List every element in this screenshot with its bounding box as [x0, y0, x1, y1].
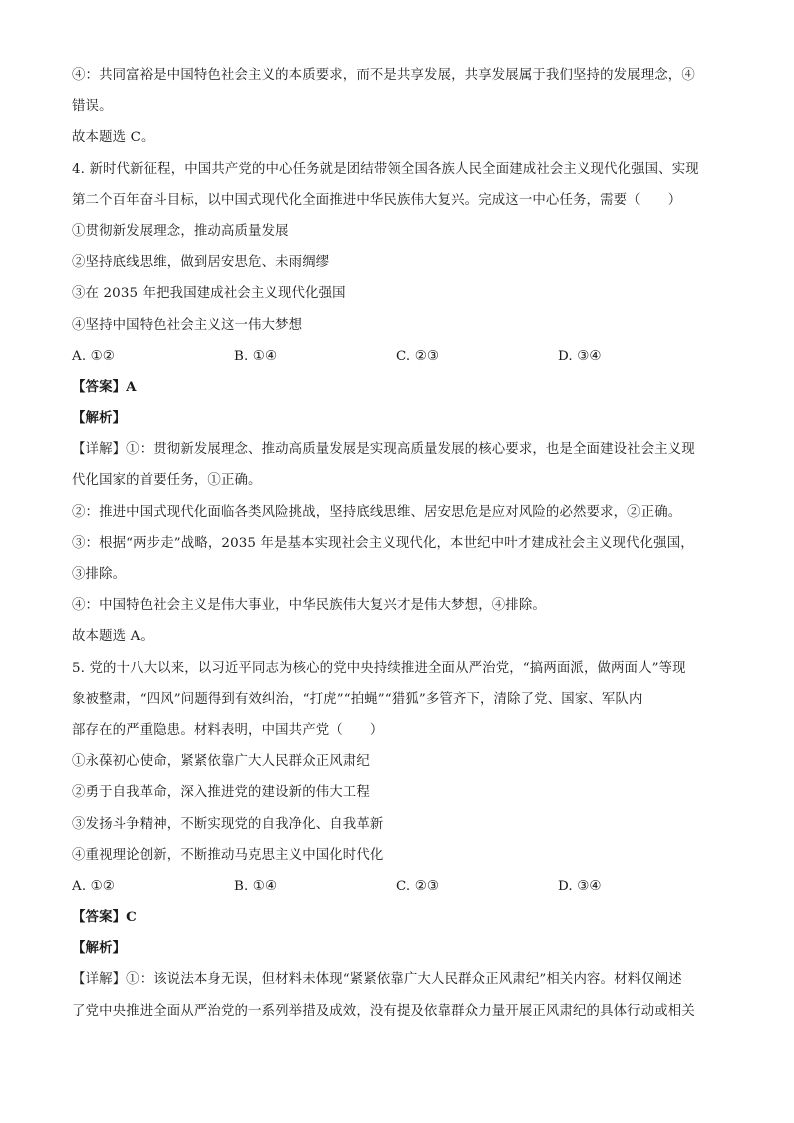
question-4-statement: ①贯彻新发展理念，推动高质量发展	[72, 223, 289, 239]
question-5-stem: 部存在的严重隐患。材料表明，中国共产党（ ）	[72, 722, 384, 738]
analysis-label: 【解析】	[72, 940, 127, 957]
answer-label: 【答案】A	[72, 378, 137, 395]
question-4-stem: 4. 新时代新征程，中国共产党的中心任务就是团结带领全国各族人民全面建成社会主义现代化强国、实现	[72, 161, 699, 177]
option-a: A. ①②	[72, 878, 115, 894]
analysis-text: ②：推进中国式现代化面临各类风险挑战，坚持底线思维、居安思危是应对风险的必然要求，②正确。	[72, 504, 682, 520]
option-d: D. ③④	[558, 348, 602, 364]
question-5-statement: ②勇于自我革命，深入推进党的建设新的伟大工程	[72, 785, 370, 801]
text-line: 错误。	[72, 99, 113, 115]
option-a: A. ①②	[72, 348, 115, 364]
question-5-stem: 5. 党的十八大以来，以习近平同志为核心的党中央持续推进全面从严治党，“搞两面派，做两面人”等现	[72, 660, 686, 676]
question-5-options	[72, 871, 724, 902]
answer-label: 【答案】C	[72, 909, 137, 926]
analysis-label: 【解析】	[72, 410, 127, 427]
option-c: C. ②③	[396, 878, 440, 894]
analysis-text: ④：中国特色社会主义是伟大事业，中华民族伟大复兴才是伟大梦想，④排除。	[72, 598, 546, 614]
option-c: C. ②③	[396, 348, 440, 364]
question-4-statement: ③在 2035 年把我国建成社会主义现代化强国	[72, 286, 346, 302]
analysis-text: 代化国家的首要任务，①正确。	[72, 473, 262, 489]
option-b: B. ①④	[234, 348, 278, 364]
analysis-text: 【详解】①：贯彻新发展理念、推动高质量发展是实现高质量发展的核心要求，也是全面建设社会主义现	[72, 442, 695, 458]
question-5-statement: ①永葆初心使命，紧紧依靠广大人民群众正风肃纪	[72, 754, 370, 770]
question-4-stem: 第二个百年奋斗目标，以中国式现代化全面推进中华民族伟大复兴。完成这一中心任务，需要（ ）	[72, 192, 682, 208]
analysis-text: ③排除。	[72, 567, 127, 582]
analysis-text: 故本题选 A。	[72, 629, 154, 645]
question-4-statement: ②坚持底线思维，做到居安思危、未雨绸缪	[72, 255, 330, 271]
option-d: D. ③④	[558, 878, 602, 894]
analysis-text: ③：根据“两步走”战略，2035 年是基本实现社会主义现代化，本世纪中叶才建成社会主义现代化强国，	[72, 535, 694, 551]
text-line: ④：共同富裕是中国特色社会主义的本质要求，而不是共享发展，共享发展属于我们坚持的发展理念，④	[72, 68, 695, 83]
analysis-text: 了党中央推进全面从严治党的一系列举措及成效，没有提及依靠群众力量开展正风肃纪的具体行动或相关	[72, 1003, 695, 1019]
question-4-options	[72, 341, 724, 372]
question-5-statement: ③发扬斗争精神，不断实现党的自我净化、自我革新	[72, 816, 384, 832]
text-line: 故本题选 C。	[72, 130, 155, 146]
question-5-stem: 象被整肃，“四风”问题得到有效纠治，“打虎”“拍蝇”“猎狐”多管齐下，清除了党、国家、军队内	[72, 691, 643, 707]
question-5-statement: ④重视理论创新，不断推动马克思主义中国化时代化	[72, 847, 384, 863]
document-page	[72, 60, 724, 1027]
option-b: B. ①④	[234, 878, 278, 894]
analysis-text: 【详解】①：该说法本身无误，但材料未体现“紧紧依靠广大人民群众正风肃纪”相关内容。材料仅阐述	[72, 972, 682, 988]
question-4-statement: ④坚持中国特色社会主义这一伟大梦想	[72, 317, 303, 333]
